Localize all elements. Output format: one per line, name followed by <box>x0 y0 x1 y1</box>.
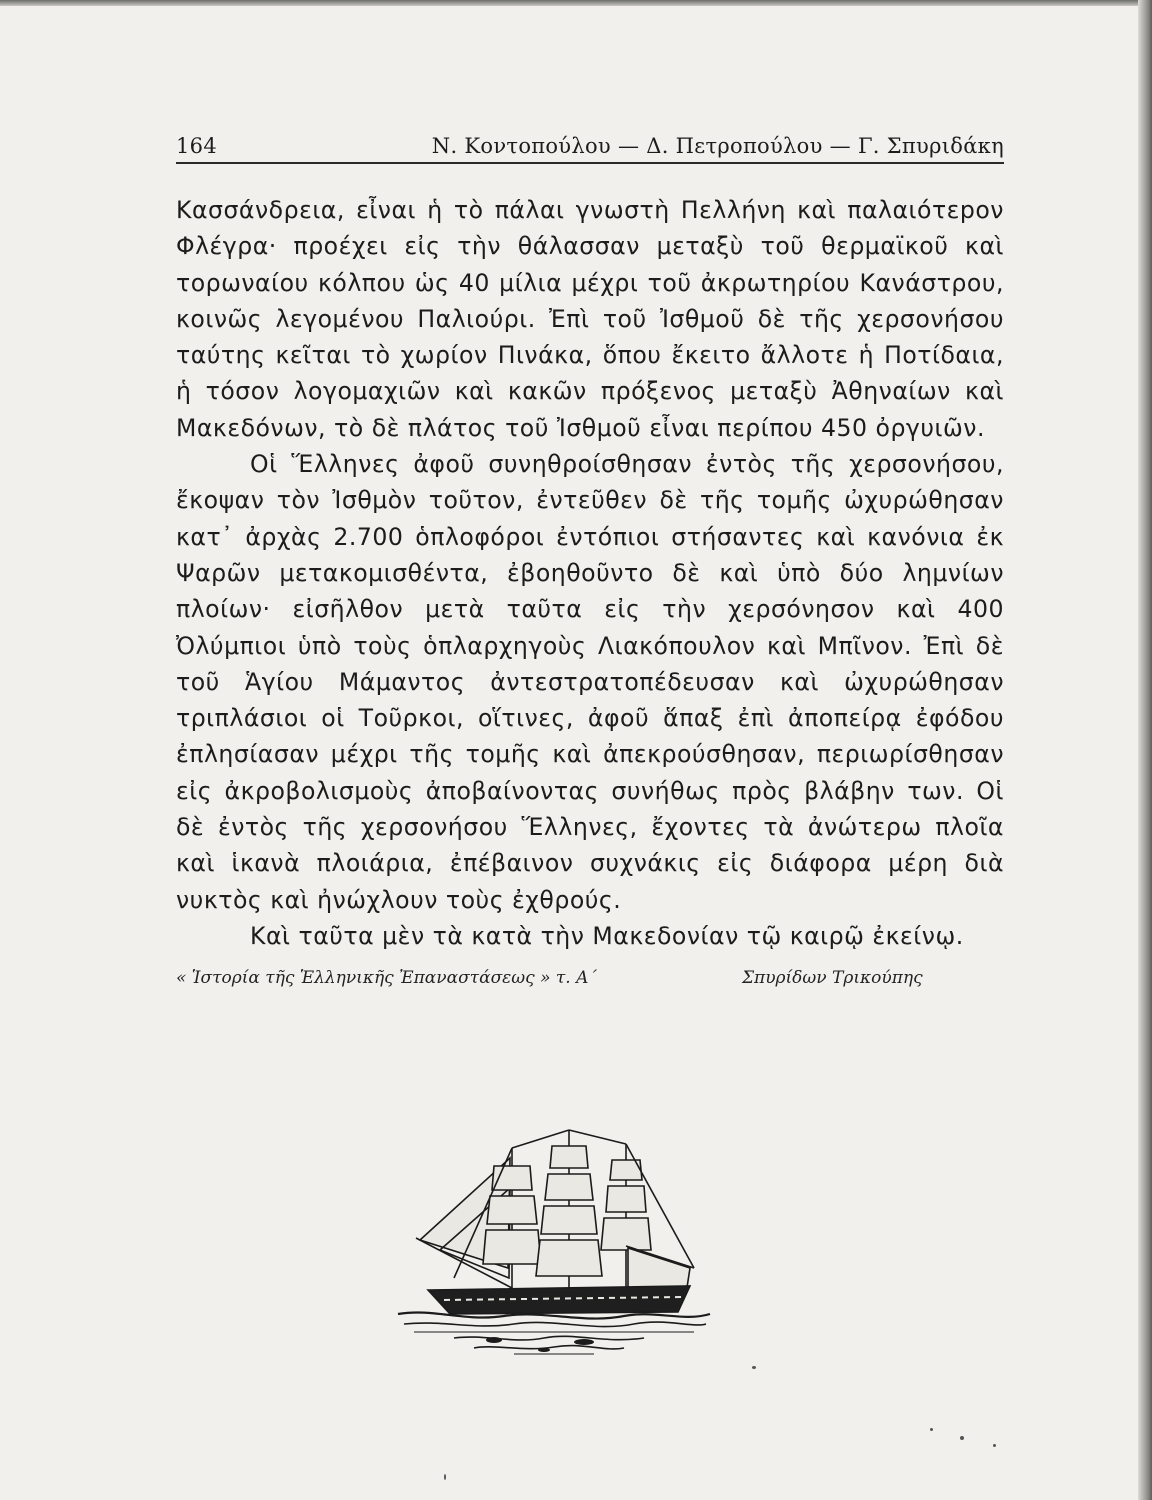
scan-edge-right <box>1138 0 1152 1500</box>
scan-speck <box>752 1366 756 1369</box>
scan-speck <box>444 1474 446 1480</box>
paragraph-3: Καὶ ταῦτα μὲν τὰ κατὰ τὴν Μακεδονίαν τῷ καιρῷ ἐκείνῳ. <box>250 921 964 950</box>
citation-source: « Ἱστορία τῆς Ἑλληνικῆς Ἐπαναστάσεως » τ. Α΄ <box>176 968 597 988</box>
scan-speck <box>960 1436 964 1440</box>
citation <box>176 968 1004 996</box>
page-number: 164 <box>176 134 217 158</box>
ship-illustration <box>394 1118 714 1358</box>
running-head-authors: Ν. Κοντοπούλου — Δ. Πετροπούλου — Γ. Σπυριδάκη <box>431 134 1004 158</box>
scan-speck <box>993 1444 996 1447</box>
paragraph-2: Οἱ Ἕλληνες ἀφοῦ συνηθροίσθησαν ἐντὸς τῆς χερσονήσου, ἔκοψαν τὸν Ἰσθμὸν τοῦτον, ἐντεῦθεν δὲ τῆς τομῆς ὠχυρώθησαν κατ᾽ ἀρχὰς 2.700 ὁπλοφόροι ἐντόπιοι στήσαντες καὶ κανόνια ἐκ Ψαρῶν μετακομισθέντα, ἐβοηθοῦντο δὲ καὶ ὑπὸ δύο λημνίων πλοίων· εἰσῆλθον μετὰ ταῦτα εἰς τὴν χερσόνησον καὶ 400 Ὀλύμπιοι ὑπὸ τοὺς ὁπλαρχηγοὺς Λιακόπουλον καὶ Μπῖνον. Ἐπὶ δὲ τοῦ Ἁγίου Μάμαντος ἀντεστρατοπέδευσαν καὶ ὠχυρώθησαν τριπλάσιοι οἱ Τοῦρκοι, οἵτινες, ἀφοῦ ἅπαξ ἐπὶ ἀποπείρᾳ ἐφόδου ἐπλησίασαν μέχρι τῆς τομῆς καὶ ἀπεκρούσθησαν, περιωρίσθησαν εἰς ἀκροβολισμοὺς ἀποβαίνοντας συνήθως πρὸς βλάβην των. Οἱ δὲ ἐντὸς τῆς χερσονήσου Ἕλληνες, ἔχοντες τὰ ἀνώτερω πλοῖα καὶ ἱκανὰ πλοιάρια, ἐπέβαινον συχνάκις εἰς διάφορα μέρη διὰ νυκτὸς καὶ ἠνώχλουν τοὺς ἐχθρούς. <box>176 450 1004 914</box>
scan-speck <box>930 1428 933 1431</box>
paragraph-1: Κασσάνδρεια, εἶναι ἡ τὸ πάλαι γνωστὴ Πελλήνη καὶ παλαιότεpον Φλέγρα· προέχει εἰς τὴν θάλασσαν μεταξὺ τοῦ θερμαϊκοῦ καὶ τορωναίου κόλπου ὡς 40 μίλια μέχρι τοῦ ἀκρωτηρίου Κανάστρου, κοινῶς λεγομένου Παλιούρι. Ἐπὶ τοῦ Ἰσθμοῦ δὲ τῆς χερσονήσου ταύτης κεῖται τὸ χωρίον Πινάκα, ὅπου ἔκειτο ἄλλοτε ἡ Ποτίδαια, ἡ τόσον λογομαχιῶν καὶ κακῶν πρόξενος μεταξὺ Ἀθηναίων καὶ Μακεδόνων, τὸ δὲ πλάτος τοῦ Ἰσθμοῦ εἶναι περίπου 450 ὀργυιῶν. <box>176 196 1004 442</box>
scan-edge-top <box>0 0 1152 6</box>
citation-author: Σπυρίδων Τρικούπης <box>742 968 923 988</box>
body-text <box>176 192 1004 954</box>
running-head <box>176 132 1004 164</box>
